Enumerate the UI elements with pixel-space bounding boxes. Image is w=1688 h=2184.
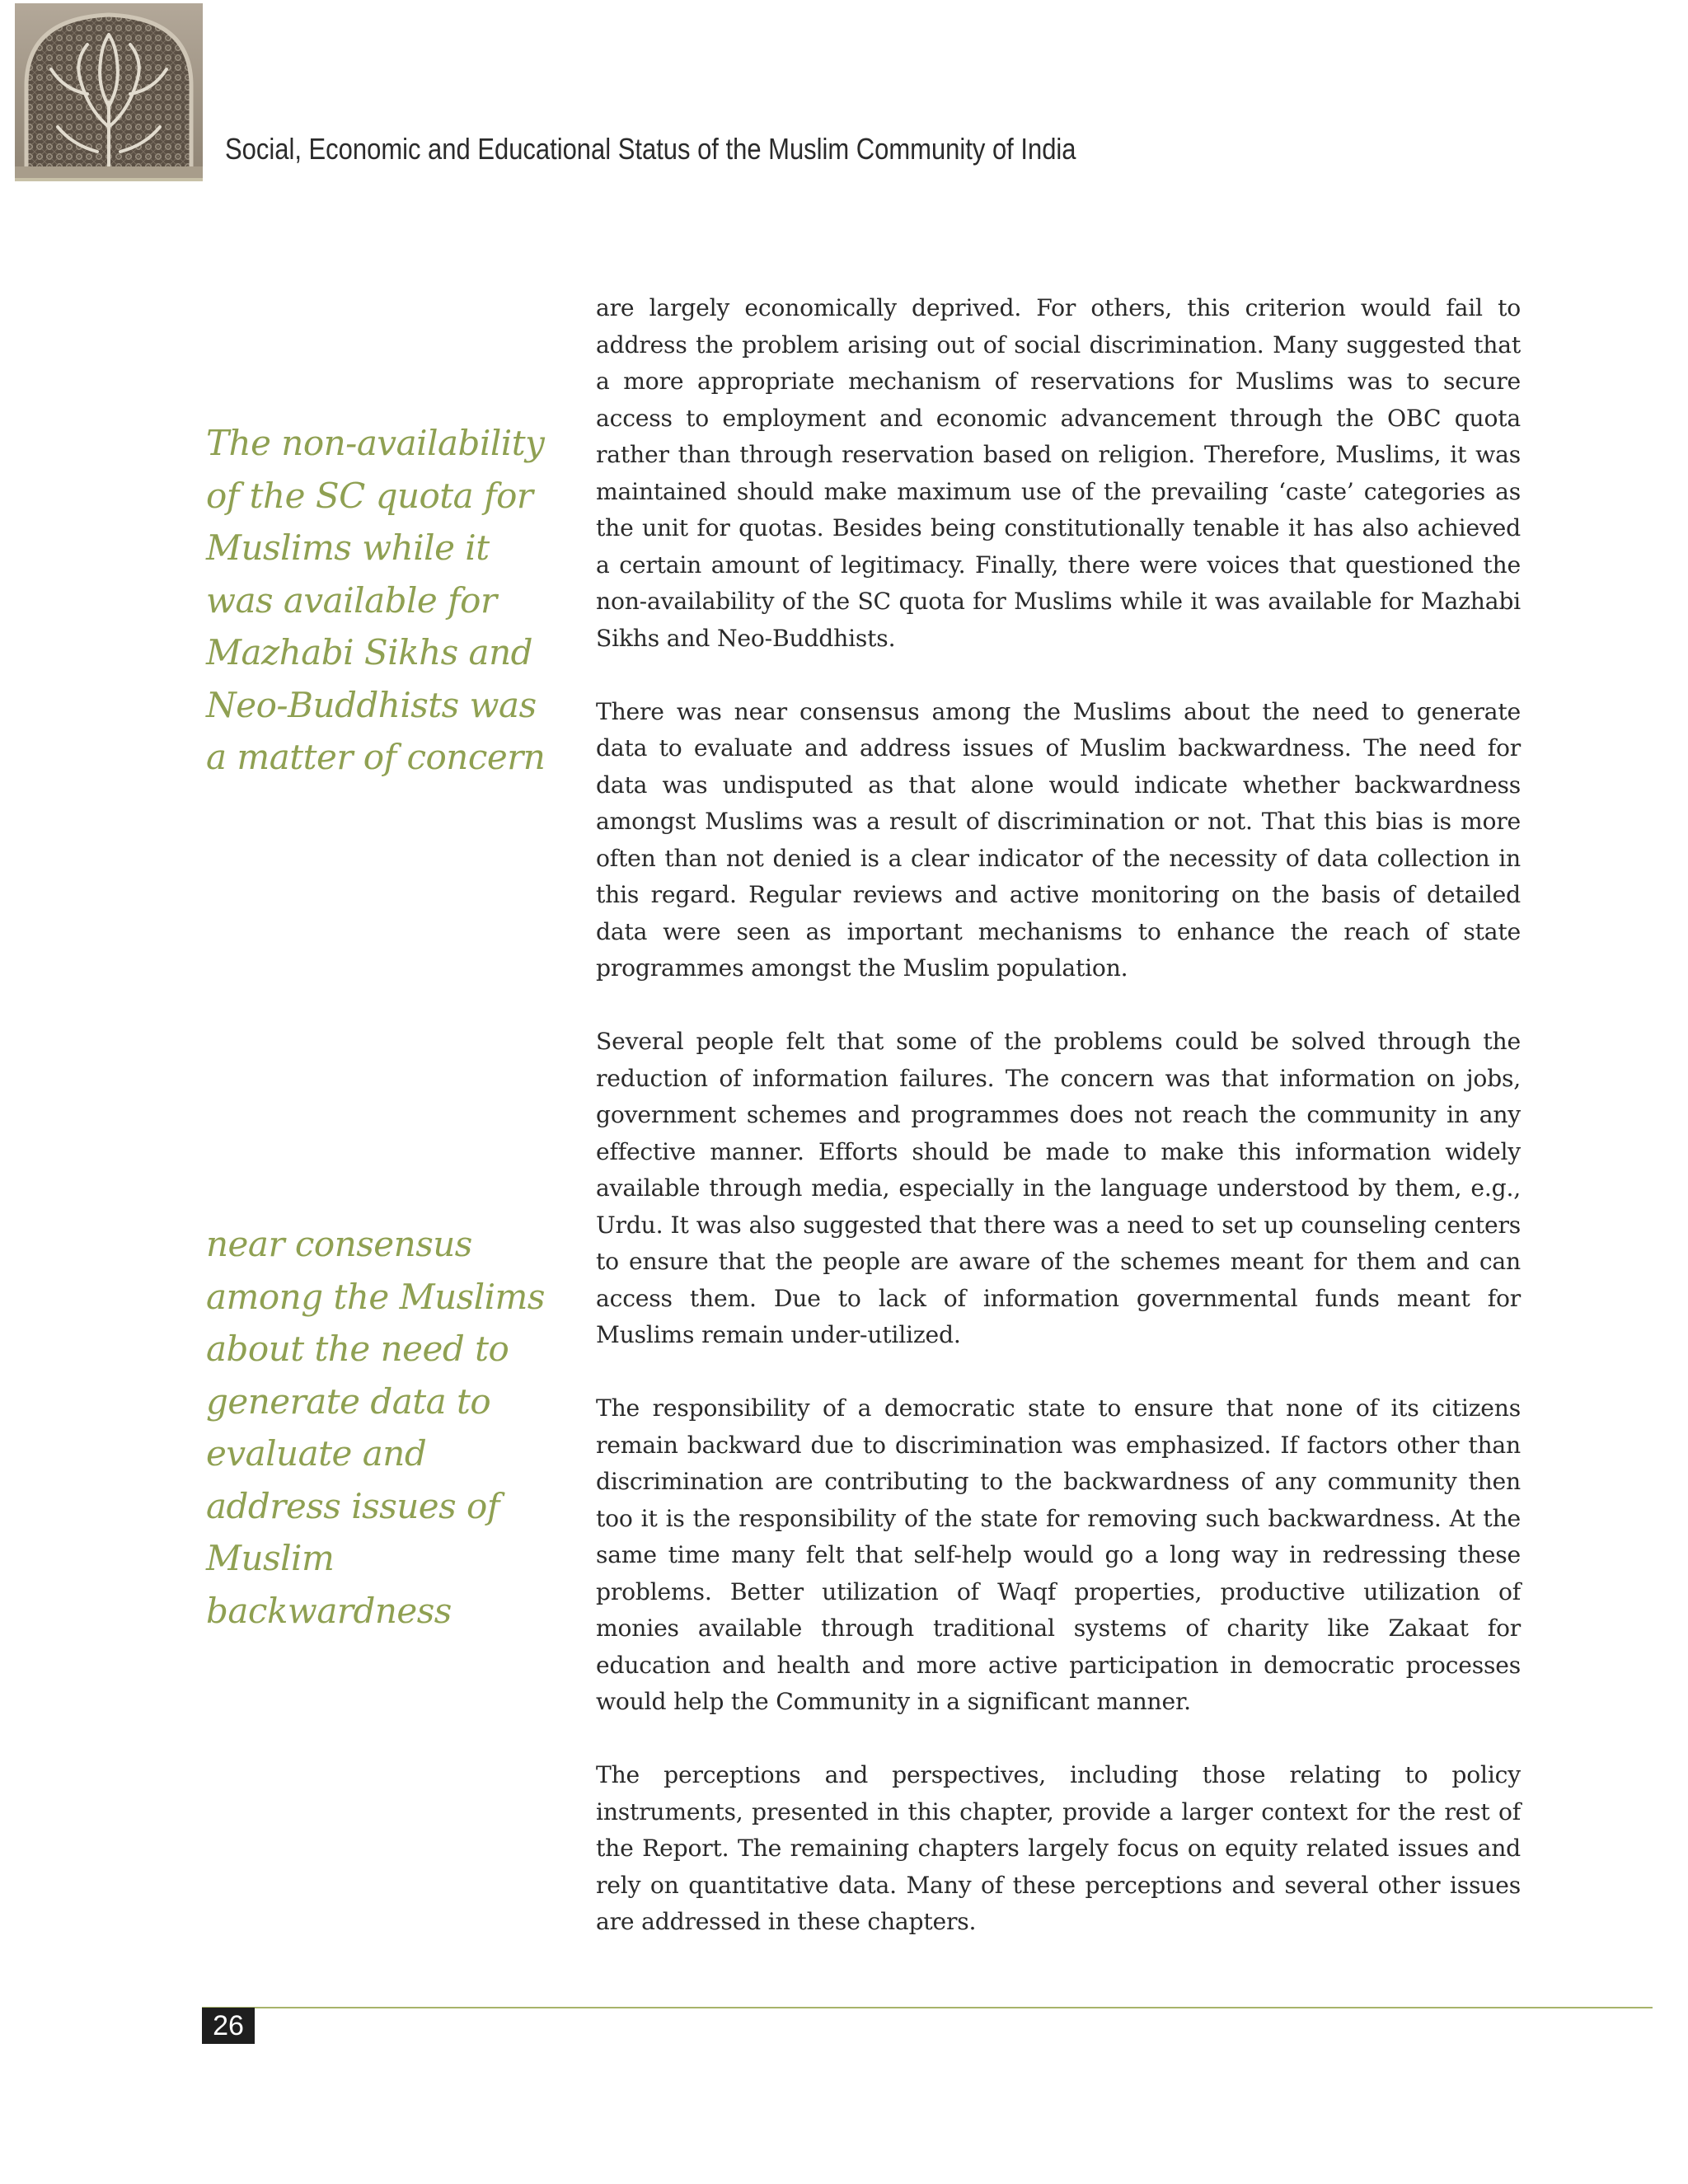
body-text	[596, 290, 1521, 1977]
footer-rule	[202, 2007, 1653, 2008]
header-lattice-image	[15, 3, 203, 181]
pull-quote-data-consensus: near consensus among the Muslims about the need to generate data to evaluate and address issues of Muslim backwardness	[206, 1224, 545, 1631]
body-paragraph: Several people felt that some of the problems could be solved through the reduction of information failures. The concern was that information on jobs, government schemes and programmes does not reach the community in any effective manner. Efforts should be made to make this information widely available through media, especially in the language understood by them, e.g., Urdu. It was also suggested that there was a need to set up counseling centers to ensure that the people are aware of the schemes meant for them and can access them. Due to lack of information governmental funds meant for Muslims remain under-utilized.	[596, 1028, 1521, 1348]
page-number: 26	[202, 2008, 255, 2044]
pull-quote-sc-quota: The non-availability of the SC quota for Muslims while it was available for Mazhabi Sikhs and Neo-Buddhists was a matter of concern	[206, 423, 546, 777]
body-paragraph: are largely economically deprived. For others, this criterion would fail to address the problem arising out of social discrimination. Many suggested that a more appropriate mechanism of reservations for Muslims was to secure access to employment and economic advancement through the OBC quota rather than through reservation based on religion. Therefore, Muslims, it was maintained should make maximum use of the prevailing ‘caste’ categories as the unit for quotas. Besides being constitutionally tenable it has also achieved a certain amount of legitimacy. Finally, there were voices that questioned the non-availability of the SC quota for Muslims while it was available for Mazhabi Sikhs and Neo-Buddhists.	[596, 294, 1521, 652]
body-paragraph: The responsibility of a democratic state to ensure that none of its citizens remain backward due to discrimination was emphasized. If factors other than discrimination are contributing to the backwardness of any community then too it is the responsibility of the state for removing such backwardness. At the same time many felt that self-help would go a long way in redressing these problems. Better utilization of Waqf properties, productive utilization of monies available through traditional systems of charity like Zakaat for education and health and more active participation in democratic processes would help the Community in a significant manner.	[596, 1394, 1521, 1715]
body-paragraph: The perceptions and perspectives, including those relating to policy instruments, presented in this chapter, provide a larger context for the rest of the Report. The remaining chapters largely focus on equity related issues and rely on quantitative data. Many of these perceptions and several other issues are addressed in these chapters.	[596, 1761, 1521, 1935]
running-header-title: Social, Economic and Educational Status of the Muslim Community of India	[225, 132, 1076, 166]
body-paragraph: There was near consensus among the Muslims about the need to generate data to evaluate and address issues of Muslim backwardness. The need for data was undisputed as that alone would indicate whether backwardness amongst Muslims was a result of discrimination or not. That this bias is more often than not denied is a clear indicator of the necessity of data collection in this regard. Regular reviews and active monitoring on the basis of detailed data were seen as important mechanisms to enhance the reach of state programmes amongst the Muslim population.	[596, 697, 1521, 982]
